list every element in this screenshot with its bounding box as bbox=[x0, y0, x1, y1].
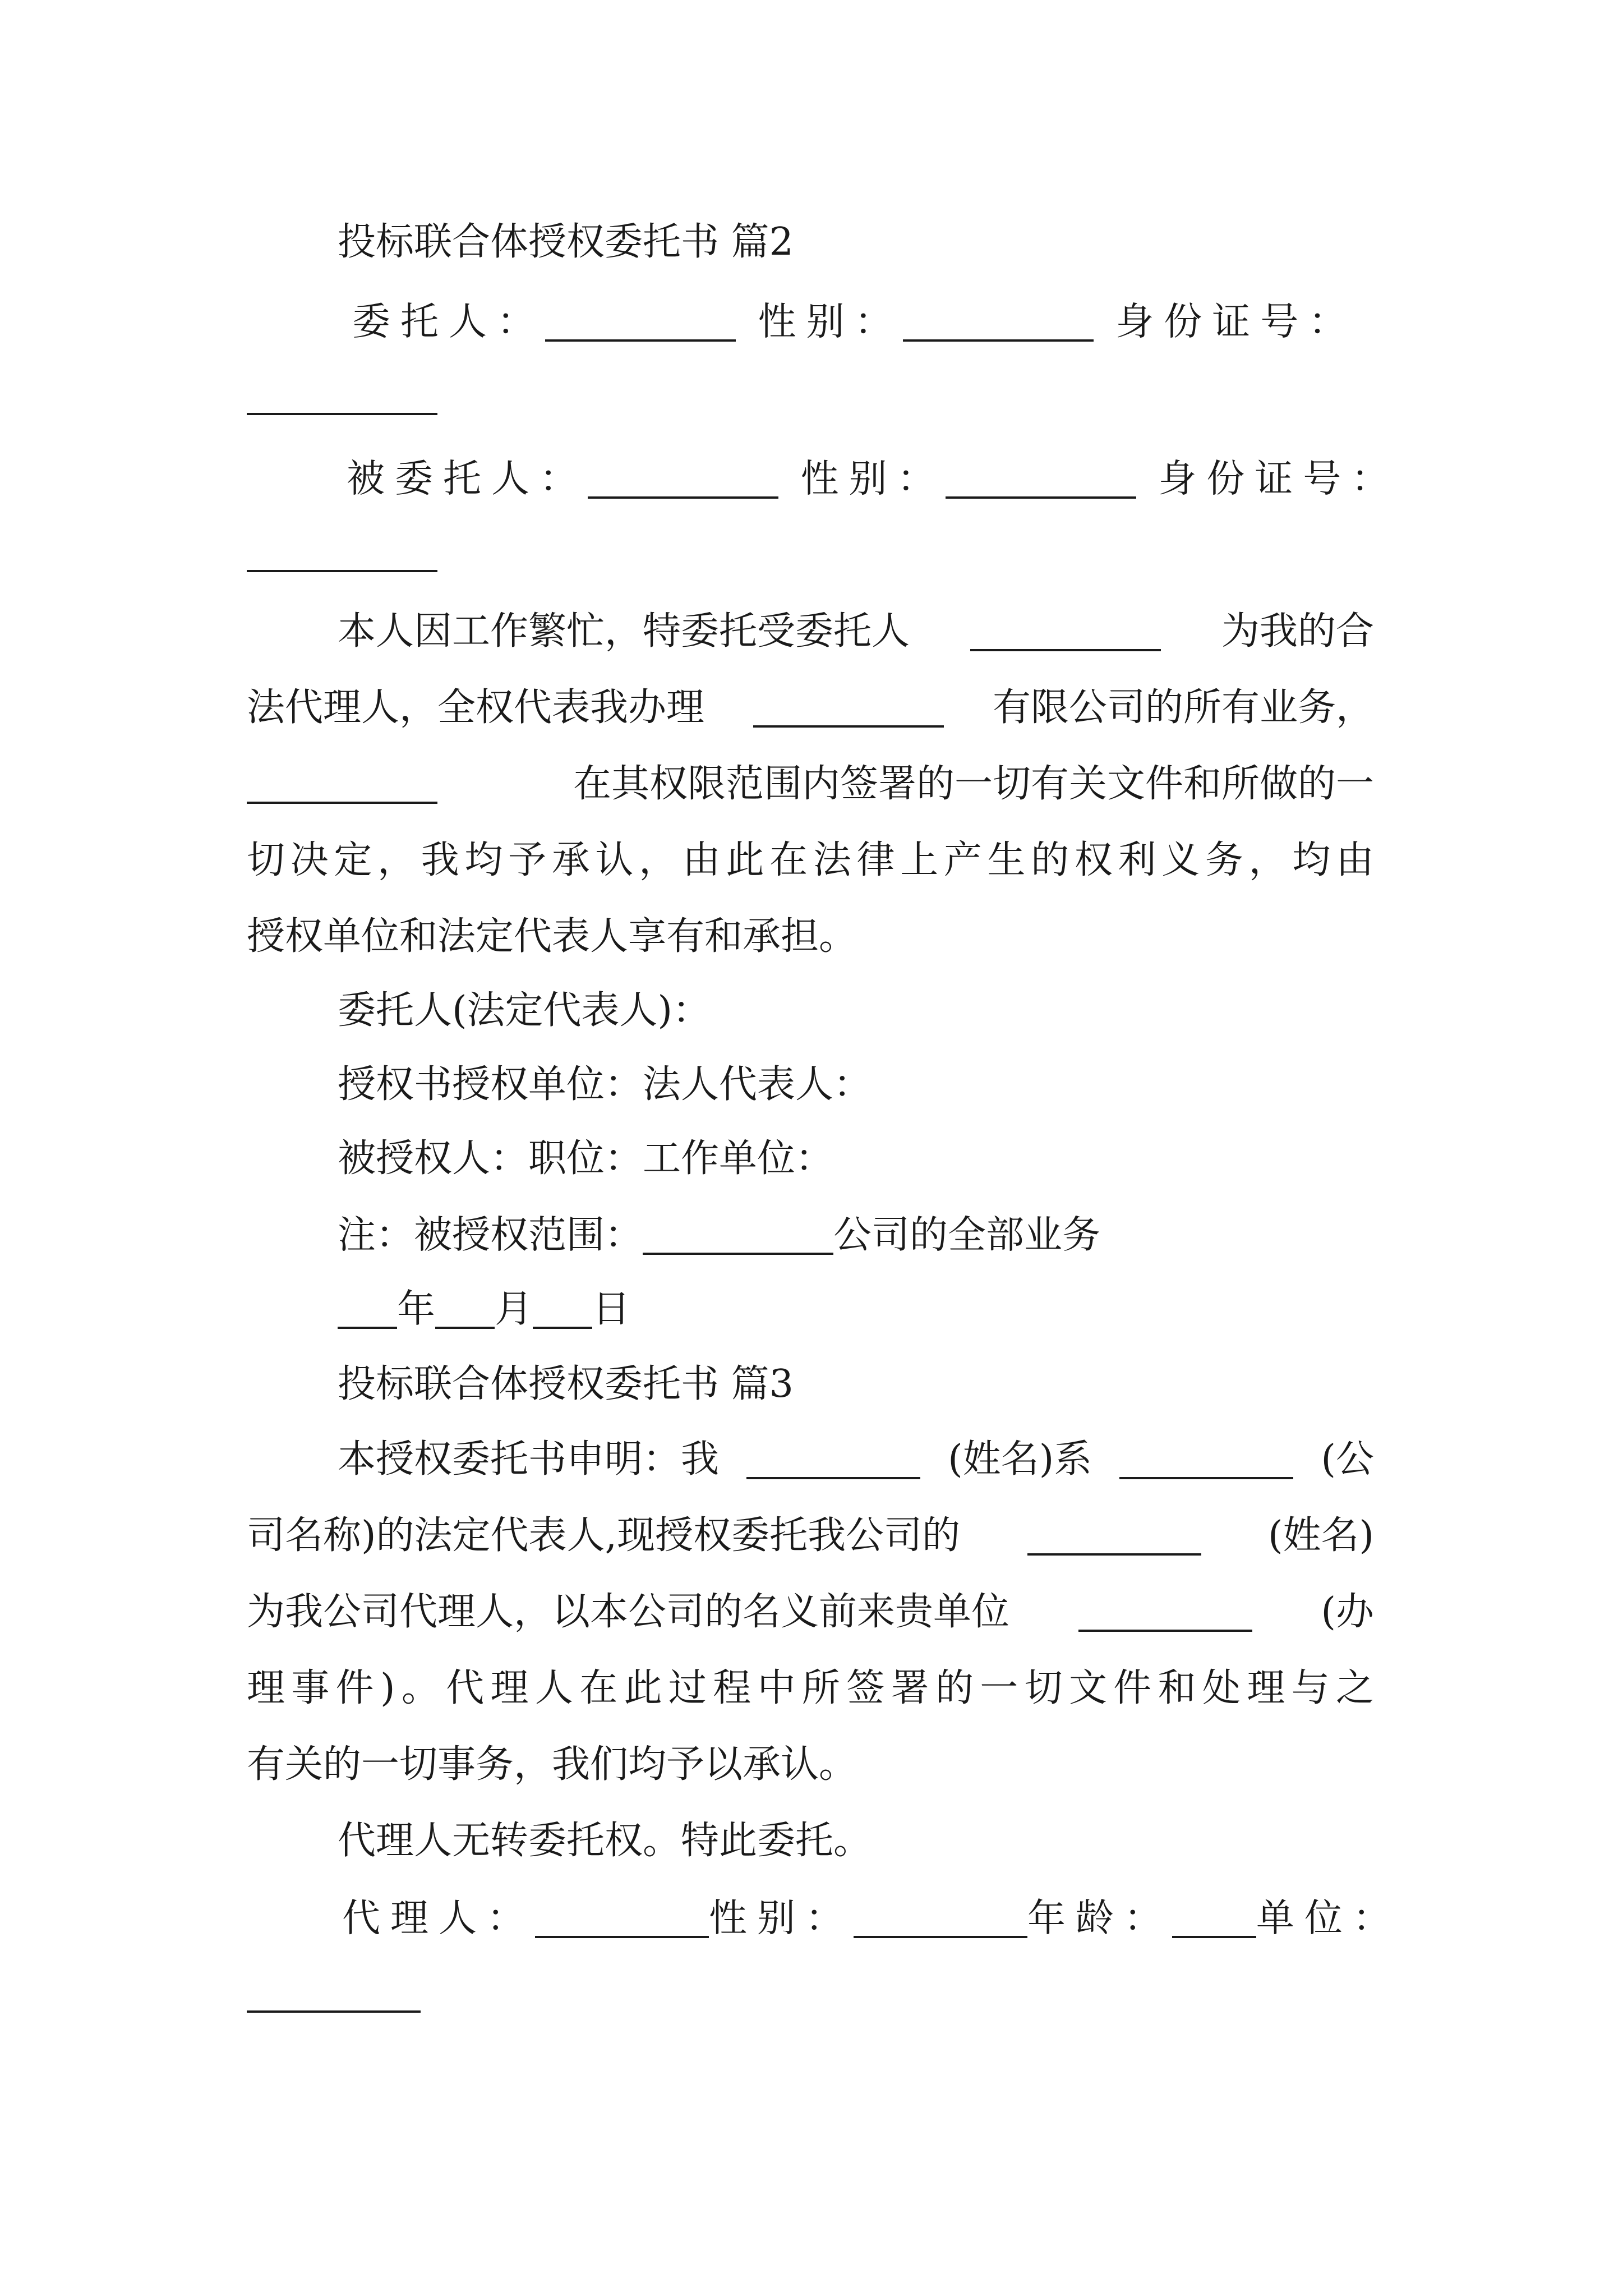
para3-line-2 bbox=[247, 1513, 1374, 1558]
para2-agent-blank-2[interactable] bbox=[247, 765, 437, 804]
para2-text-2a: 法代理人，全权代表我办理 bbox=[247, 685, 705, 730]
para3-name-blank[interactable] bbox=[746, 1441, 920, 1479]
month-label: 月 bbox=[495, 1287, 533, 1332]
agent-detail-line bbox=[342, 1896, 1401, 1941]
day-label: 日 bbox=[592, 1287, 631, 1332]
principal-gender-label: 性别： bbox=[758, 300, 903, 344]
para2-line-4: 切决定，我均予承认，由此在法律上产生的权利义务，均由 bbox=[247, 838, 1374, 882]
para2-text-1b: 为我的合 bbox=[1221, 609, 1374, 654]
agent-detail-unit-label: 单位： bbox=[1256, 1896, 1401, 1941]
note-label: 注：被授权范围： bbox=[338, 1213, 643, 1258]
agent-info-line bbox=[347, 457, 1400, 501]
para3-line-1 bbox=[338, 1437, 1374, 1481]
para3-text-1b: (姓名)系 bbox=[948, 1437, 1092, 1481]
para3-text-3b: (办 bbox=[1321, 1590, 1374, 1634]
principal-label: 委托人： bbox=[352, 300, 546, 344]
sign-principal: 委托人(法定代表人)： bbox=[338, 988, 711, 1033]
principal-info-line bbox=[352, 300, 1357, 344]
para2-company-blank[interactable] bbox=[753, 689, 944, 728]
agent-detail-gender-label: 性别： bbox=[709, 1896, 854, 1941]
section-2-heading: 投标联合体授权委托书 篇2 bbox=[338, 220, 794, 264]
agent-detail-name-blank[interactable] bbox=[535, 1899, 709, 1938]
no-transfer-line: 代理人无转委托权。特此委托。 bbox=[338, 1819, 872, 1863]
para3-text-1c: (公 bbox=[1321, 1437, 1374, 1481]
para3-text-1a: 本授权委托书申明：我 bbox=[338, 1437, 720, 1481]
para2-text-2b: 有限公司的所有业务， bbox=[992, 685, 1374, 730]
para2-text-3: 在其权限范围内签署的一切有关文件和所做的一 bbox=[573, 762, 1374, 806]
note-line bbox=[338, 1213, 1101, 1258]
agent-detail-age-blank[interactable] bbox=[1172, 1899, 1256, 1938]
para3-text-2a: 司名称)的法定代表人,现授权委托我公司的 bbox=[247, 1513, 961, 1558]
agent-id-label: 身份证号： bbox=[1158, 457, 1400, 501]
para2-text-1a: 本人因工作繁忙，特委托受委托人 bbox=[338, 609, 910, 654]
year-blank[interactable] bbox=[338, 1290, 397, 1329]
date-line bbox=[338, 1287, 631, 1332]
agent-name-blank[interactable] bbox=[588, 460, 778, 499]
agent-gender-label: 性别： bbox=[800, 457, 946, 501]
para2-agent-blank[interactable] bbox=[970, 613, 1161, 651]
para2-line-3 bbox=[247, 762, 1374, 806]
para3-line-5: 有关的一切事务，我们均予以承认。 bbox=[247, 1742, 857, 1787]
sign-unit: 授权书授权单位：法人代表人： bbox=[338, 1062, 872, 1107]
para2-line-5: 授权单位和法定代表人享有和承担。 bbox=[247, 914, 857, 959]
principal-name-blank[interactable] bbox=[545, 303, 736, 342]
agent-detail-gender-blank[interactable] bbox=[854, 1899, 1027, 1938]
agent-id-blank[interactable] bbox=[247, 568, 437, 572]
note-company-blank[interactable] bbox=[643, 1216, 833, 1255]
day-blank[interactable] bbox=[533, 1290, 592, 1329]
para2-line-2 bbox=[247, 685, 1374, 730]
para2-line-1 bbox=[338, 609, 1374, 654]
agent-detail-unit-blank[interactable] bbox=[247, 2008, 421, 2013]
note-suffix: 公司的全部业务 bbox=[833, 1213, 1101, 1258]
month-blank[interactable] bbox=[435, 1290, 495, 1329]
para3-matter-blank[interactable] bbox=[1078, 1593, 1252, 1632]
sign-agent: 被授权人：职位：工作单位： bbox=[338, 1137, 834, 1181]
para3-line-4: 理事件)。代理人在此过程中所签署的一切文件和处理与之 bbox=[247, 1666, 1374, 1710]
para3-text-3a: 为我公司代理人，以本公司的名义前来贵单位 bbox=[247, 1590, 1010, 1634]
agent-label: 被委托人： bbox=[347, 457, 588, 501]
section-3-heading: 投标联合体授权委托书 篇3 bbox=[338, 1362, 794, 1406]
year-label: 年 bbox=[397, 1287, 436, 1332]
principal-id-blank[interactable] bbox=[247, 411, 437, 415]
para3-line-3 bbox=[247, 1590, 1374, 1634]
principal-id-label: 身份证号： bbox=[1115, 300, 1357, 344]
principal-gender-blank[interactable] bbox=[903, 303, 1094, 342]
agent-gender-blank[interactable] bbox=[946, 460, 1136, 499]
para3-text-2b: (姓名) bbox=[1267, 1513, 1374, 1558]
para3-agent-name-blank[interactable] bbox=[1027, 1517, 1201, 1556]
agent-detail-age-label: 年龄： bbox=[1027, 1896, 1173, 1941]
agent-detail-label: 代理人： bbox=[342, 1896, 536, 1941]
para3-company-blank[interactable] bbox=[1119, 1441, 1293, 1479]
